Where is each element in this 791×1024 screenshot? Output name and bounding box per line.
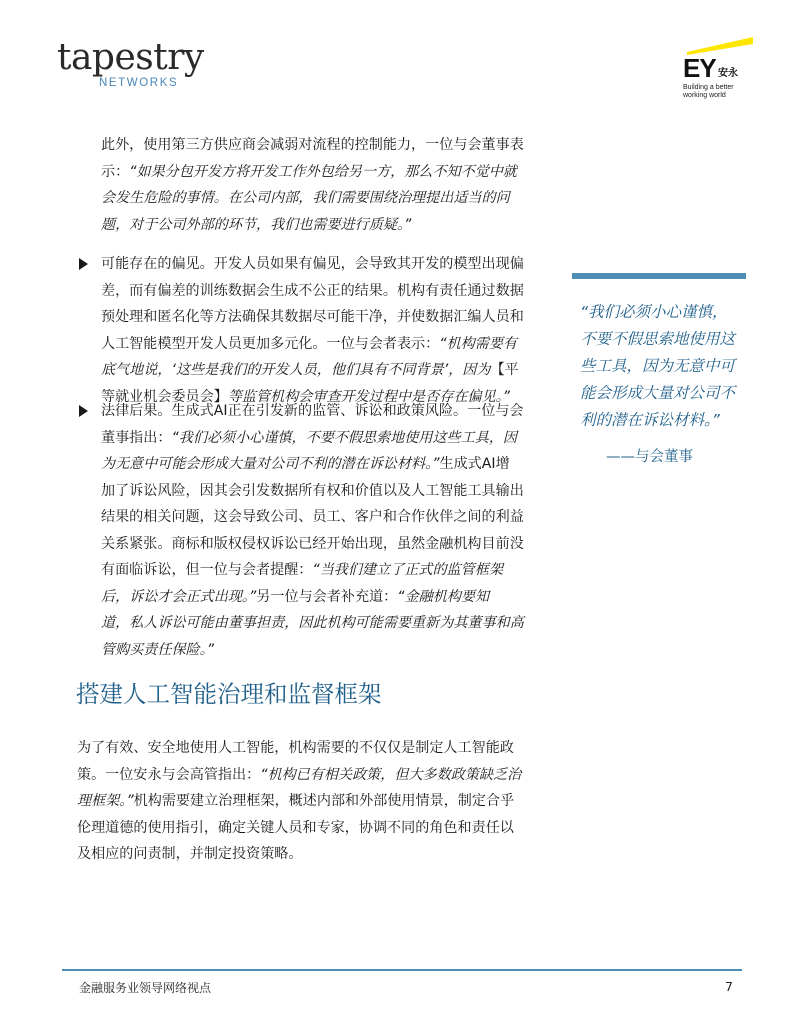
quote-attribution: ——与会董事	[606, 449, 693, 465]
text-line: 预处理和匿名化等方法确保其数据尽可能干净，并使数据汇编人员和	[101, 309, 524, 325]
text-line: 关系紧张。商标和版权侵权诉讼已经开始出现，虽然金融机构目前没	[101, 535, 524, 552]
tapestry-networks-logo	[57, 37, 204, 89]
bullet-legal	[101, 398, 524, 663]
quote-line: 些工具，因为无意中可	[580, 357, 736, 375]
quote-line: 不要不假思索地使用这	[580, 330, 736, 348]
governance-paragraph	[77, 735, 521, 868]
text-line: 可能存在的偏见。开发人员如果有偏见，会导致其开发的模型出现偏	[101, 256, 524, 272]
ey-logo	[683, 36, 753, 102]
text-line: 题，对于公司外部的环节，我们也需要进行质疑。”	[101, 216, 412, 233]
text-line: 此外，使用第三方供应商会减弱对流程的控制能力，一位与会董事表	[101, 137, 524, 153]
ey-tagline-line-2: working world	[683, 92, 726, 99]
text-line: 为了有效、安全地使用人工智能，机构需要的不仅仅是制定人工智能政	[77, 740, 514, 756]
text-line: 有面临诉讼，但一位与会者提醒：“当我们建立了正式的监管框架	[101, 562, 503, 578]
ey-mark: EY	[683, 53, 716, 83]
footer-title: 金融服务业领导网络视点	[79, 981, 212, 995]
text-line: 等就业机会委员会】等监管机构会审查开发过程中是否存在偏见。”	[101, 388, 510, 405]
quote-line: 利的潜在诉讼材料。”	[580, 411, 720, 429]
sidebar-accent-bar	[572, 273, 746, 279]
text-line: 差，而有偏差的训练数据会生成不公正的结果。机构有责任通过数据	[101, 282, 524, 299]
text-line: 底气地说，‘这些是我们的开发人员，他们具有不同背景’，因为【平	[101, 362, 519, 378]
text-line: 法律后果。生成式AI正在引发新的监管、诉讼和政策风险。一位与会	[101, 403, 524, 419]
bullet-bias	[101, 251, 524, 410]
text-line: 道，私人诉讼可能由董事担责，因此机构可能需要重新为其董事和高	[101, 615, 524, 631]
text-line: 及相应的问责制，并制定投资策略。	[77, 846, 303, 862]
text-line: 为无意中可能会形成大量对公司不利的潜在诉讼材料。”生成式AI增	[101, 456, 510, 472]
bullet-arrow-icon	[79, 258, 88, 270]
text-line: 管购买责任保险。”	[101, 641, 215, 658]
text-line: 伦理道德的使用指引，确定关键人员和专家，协调不同的角色和责任以	[77, 819, 514, 836]
text-line: 人工智能模型开发人员更加多元化。一位与会者表示：“机构需要有	[101, 335, 518, 352]
text-line: 董事指出：“我们必须小心谨慎，不要不假思索地使用这些工具，因	[101, 429, 518, 446]
intro-paragraph	[101, 132, 524, 238]
text-line: 后，诉讼才会正式出现。”另一位与会者补充道：“金融机构要知	[101, 588, 490, 605]
text-line: 结果的相关问题，这会导致公司、员工、客户和合作伙伴之间的利益	[101, 509, 524, 525]
ey-tagline-line-1: Building a better	[683, 84, 734, 91]
text-line: 加了诉讼风险，因其会引发数据所有权和价值以及人工智能工具输出	[101, 482, 524, 499]
logo-subtext: NETWORKS	[99, 77, 179, 89]
text-line: 理框架。”机构需要建立治理框架，概述内部和外部使用情景，制定合乎	[77, 793, 515, 809]
bullet-arrow-icon	[79, 405, 88, 417]
quote-line: “我们必须小心谨慎，	[580, 303, 728, 321]
logo-word: tapestry	[57, 37, 204, 78]
text-line: 会发生危险的事情。在公司内部，我们需要围绕治理提出适当的问	[101, 190, 510, 206]
footer-divider	[62, 969, 742, 971]
text-line: 策。一位安永与会高管指出：“机构已有相关政策，但大多数政策缺乏治	[77, 766, 522, 783]
section-heading: 搭建人工智能治理和监督框架	[76, 680, 382, 708]
sidebar-pull-quote	[580, 299, 750, 434]
ey-tagline	[683, 84, 753, 100]
text-line: 示：“如果分包开发方将开发工作外包给另一方，那么不知不觉中就	[101, 163, 518, 180]
page-number: 7	[725, 979, 733, 994]
ey-chinese-name: 安永	[718, 68, 738, 79]
quote-line: 能会形成大量对公司不	[580, 384, 736, 402]
